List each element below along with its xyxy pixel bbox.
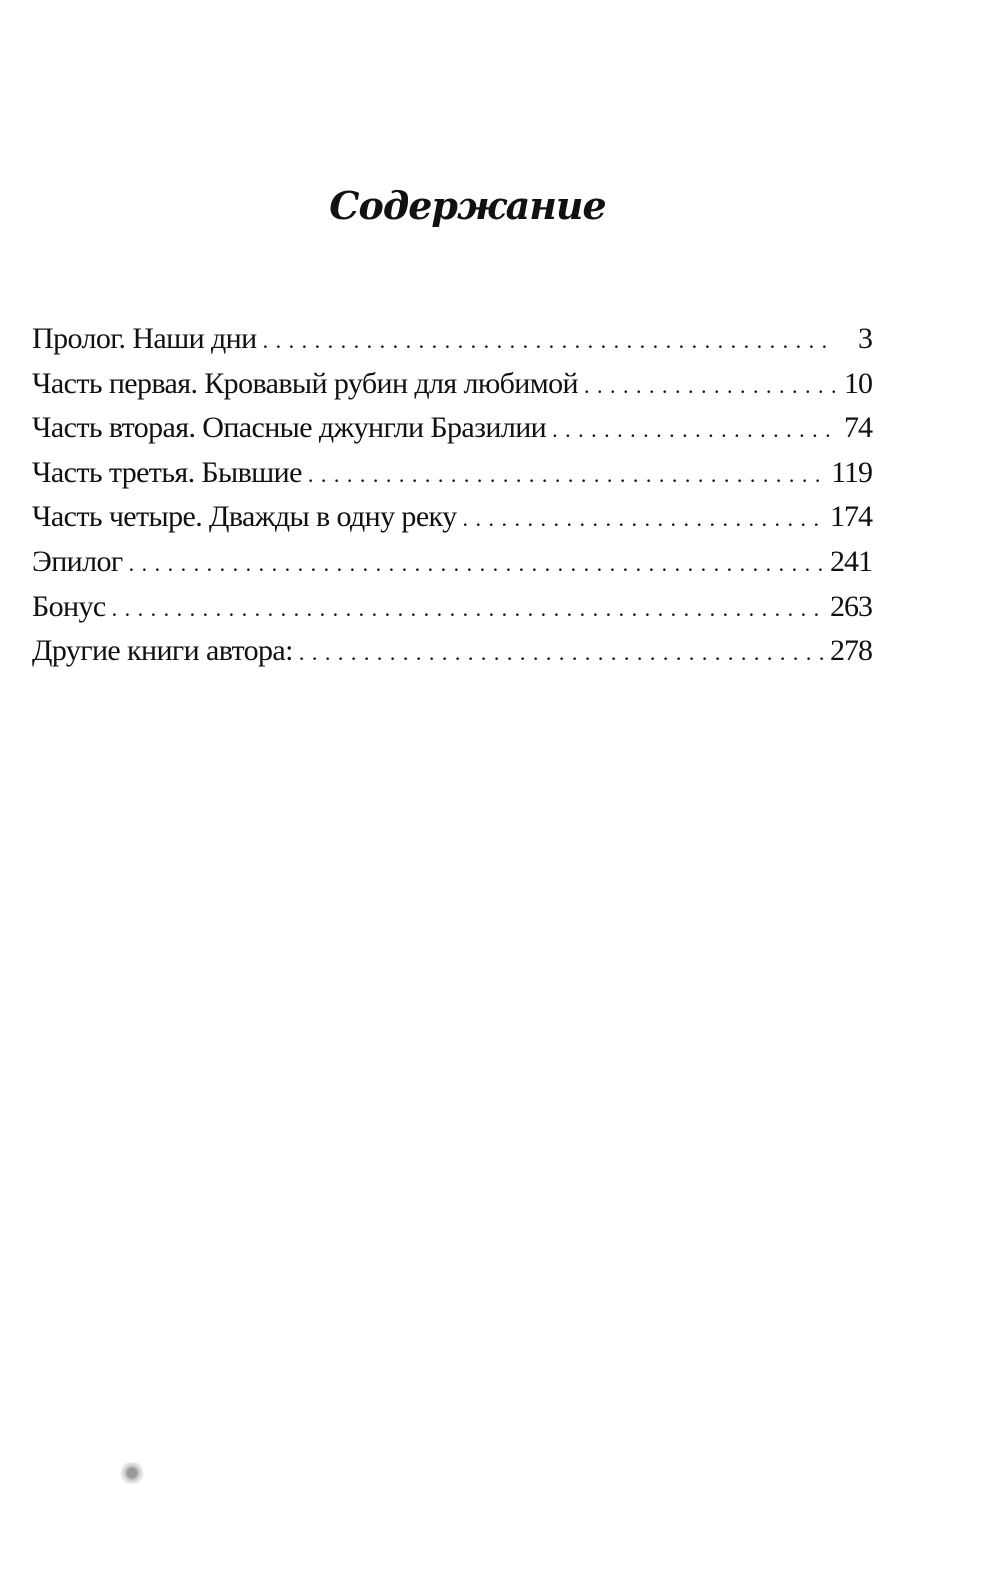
toc-entry-page: 263 [830,589,872,623]
dot-leader [552,417,836,443]
toc-entry-label: Пролог. Наши дни [32,322,257,355]
toc-entry-label: Часть первая. Кровавый рубин для любимой [32,366,579,400]
toc-entry-page: 278 [830,634,872,668]
toc-entry[interactable] [32,322,872,367]
dot-leader [308,462,825,488]
toc-entry-label: Эпилог [32,544,123,578]
toc-entry[interactable] [32,545,872,590]
toc-entry[interactable] [32,411,872,456]
toc-entry-page: 174 [830,500,872,534]
toc-entry-page: 241 [830,544,872,578]
dot-leader [112,596,824,622]
toc-entry-page: 10 [844,366,872,400]
toc-entry-label: Другие книги автора: [32,634,293,668]
toc-entry[interactable] [32,634,872,679]
toc-entry[interactable] [32,456,872,501]
dot-leader [463,506,825,532]
dot-leader [263,328,836,354]
scan-smudge [118,1462,146,1484]
toc-entry-label: Часть третья. Бывшие [32,455,302,489]
toc-entry-page: 119 [831,455,872,489]
toc-entry[interactable] [32,590,872,635]
toc-entry-label: Часть четыре. Дважды в одну реку [32,500,457,534]
toc-entry-label: Часть вторая. Опасные джунгли Бразилии [32,411,547,445]
toc-entry-page: 74 [844,411,872,445]
table-of-contents [32,322,872,679]
dot-leader [299,640,824,666]
page-title: Содержание [329,183,606,228]
toc-entry-page: 3 [858,322,872,355]
toc-entry[interactable] [32,500,872,545]
toc-entry[interactable] [32,367,872,412]
dot-leader [584,373,836,399]
dot-leader [129,551,824,577]
toc-entry-label: Бонус [32,589,106,623]
